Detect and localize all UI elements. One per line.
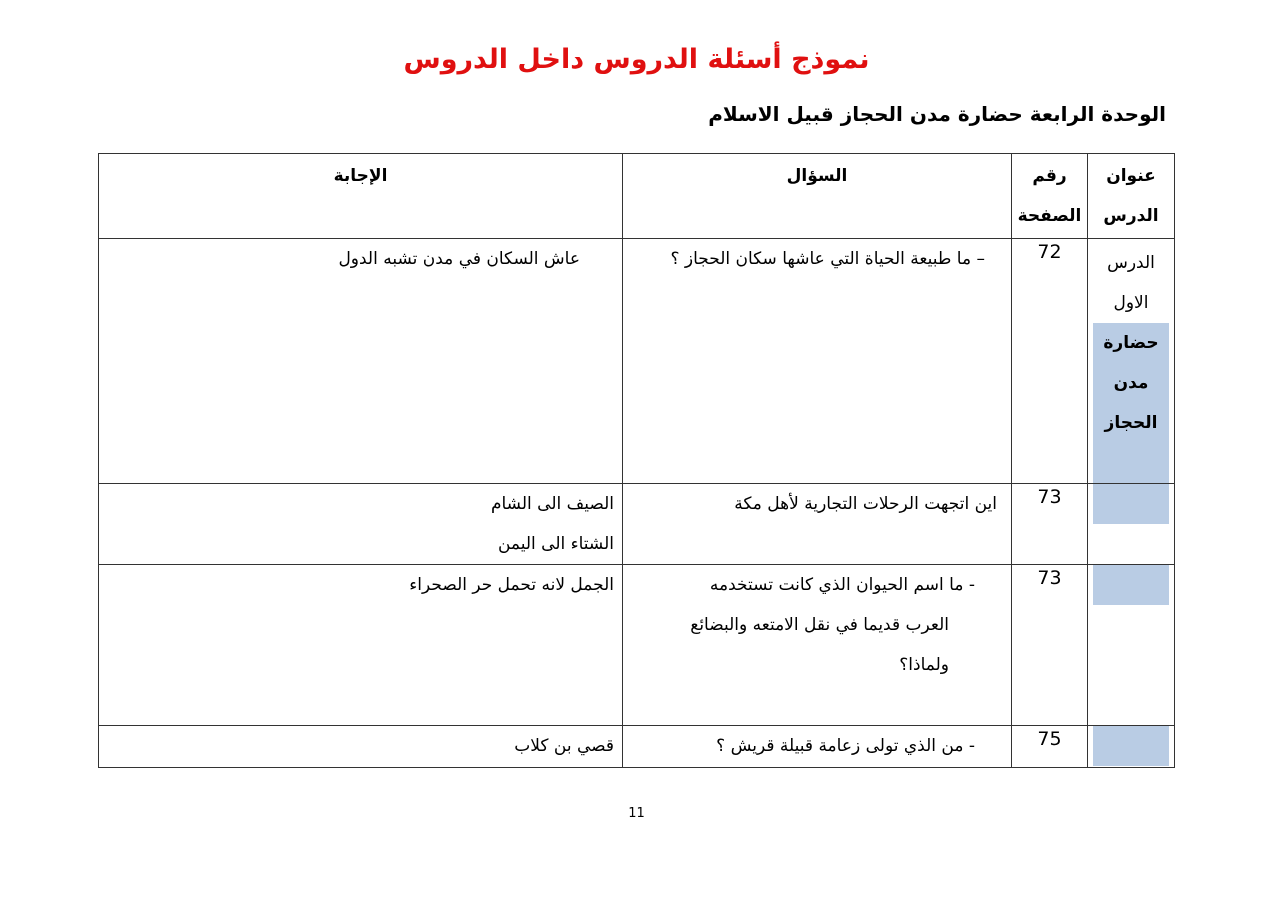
lesson-name-highlight: حضارة مدن الحجاز — [1093, 323, 1169, 483]
question-cell: – ما طبيعة الحياة التي عاشها سكان الحجاز ؟ — [623, 239, 1012, 484]
unit-heading: الوحدة الرابعة حضارة مدن الحجاز قبيل الاسلام — [708, 102, 1166, 126]
table-row — [99, 484, 1175, 565]
page-title: نموذج أسئلة الدروس داخل الدروس — [403, 44, 870, 75]
answer-cell: قصي بن كلاب — [99, 726, 623, 768]
question-cell: اين اتجهت الرحلات التجارية لأهل مكة — [623, 484, 1012, 565]
lesson-highlight — [1093, 726, 1169, 766]
table-header-row — [99, 154, 1175, 239]
table-row — [99, 239, 1175, 484]
answer-cell: عاش السكان في مدن تشبه الدول — [99, 239, 623, 484]
lesson-label: الدرس — [1107, 253, 1155, 273]
lesson-cell — [1088, 726, 1175, 768]
lesson-cell — [1088, 239, 1175, 484]
lesson-number: الاول — [1113, 293, 1149, 313]
header-lesson-title: عنوان الدرس — [1088, 154, 1175, 239]
question-cell: - ما اسم الحيوان الذي كانت تستخدمه العرب قديما في نقل الامتعه والبضائع ولماذا؟ — [623, 565, 1012, 726]
page-number: 11 — [628, 806, 645, 821]
question-cell: - من الذي تولى زعامة قبيلة قريش ؟ — [623, 726, 1012, 768]
header-page-number: رقم الصفحة — [1012, 154, 1088, 239]
answer-cell: الجمل لانه تحمل حر الصحراء — [99, 565, 623, 726]
page-number-cell: 73 — [1012, 484, 1088, 565]
lesson-cell — [1088, 565, 1175, 726]
table-row — [99, 565, 1175, 726]
page-number-cell: 72 — [1012, 239, 1088, 484]
page-number-cell: 73 — [1012, 565, 1088, 726]
table-row — [99, 726, 1175, 768]
header-answer: الإجابة — [99, 154, 623, 239]
questions-table — [98, 153, 1175, 768]
lesson-highlight — [1093, 565, 1169, 605]
lesson-highlight — [1093, 484, 1169, 524]
header-question: السؤال — [623, 154, 1012, 239]
page-number-cell: 75 — [1012, 726, 1088, 768]
answer-cell: الصيف الى الشام الشتاء الى اليمن — [99, 484, 623, 565]
lesson-cell — [1088, 484, 1175, 565]
